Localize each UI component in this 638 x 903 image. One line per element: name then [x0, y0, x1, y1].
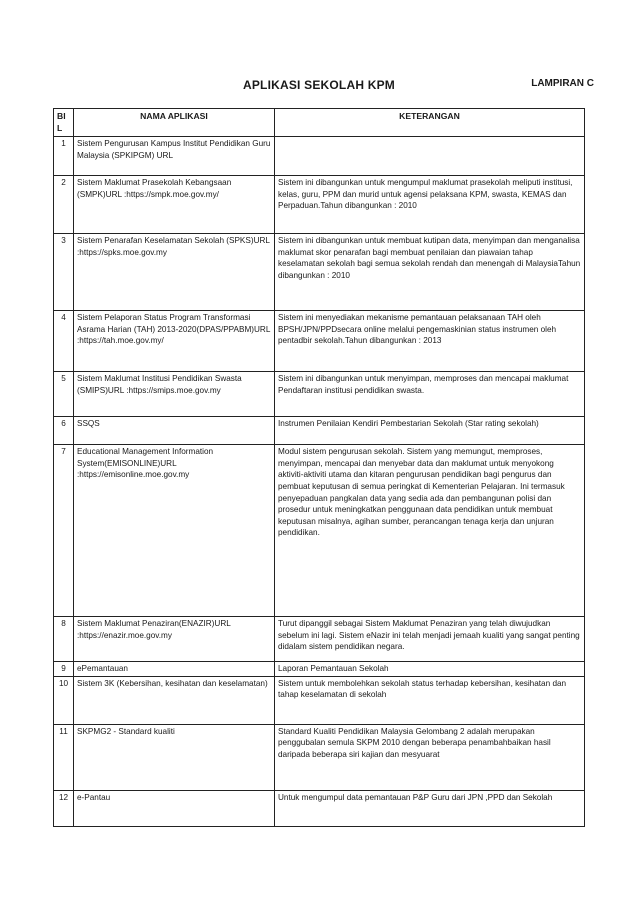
- row-number: 3: [54, 234, 74, 311]
- application-name: SKPMG2 - Standard kualiti: [74, 724, 275, 790]
- application-name: Sistem Maklumat Penaziran(ENAZIR)URL :https://enazir.moe.gov.my: [74, 617, 275, 662]
- row-number: 7: [54, 445, 74, 617]
- table-row: [54, 137, 585, 176]
- table-row: [54, 176, 585, 234]
- application-description: [275, 137, 585, 176]
- application-name: Sistem Maklumat Institusi Pendidikan Swasta (SMIPS)URL :https://smips.moe.gov.my: [74, 372, 275, 417]
- table-row: [54, 234, 585, 311]
- header-bil: BIL: [54, 109, 74, 137]
- table-row: [54, 662, 585, 677]
- header-keterangan: KETERANGAN: [275, 109, 585, 137]
- applications-table: [53, 108, 585, 827]
- table-row: [54, 676, 585, 724]
- table-row: [54, 311, 585, 372]
- row-number: 1: [54, 137, 74, 176]
- row-number: 9: [54, 662, 74, 677]
- application-description: Instrumen Penilaian Kendiri Pembestarian Sekolah (Star rating sekolah): [275, 417, 585, 445]
- application-description: Modul sistem pengurusan sekolah. Sistem yang memungut, memproses, menyimpan, mencapai dan menyebar data dan maklumat untuk menyokong aktiviti-aktiviti utama dan kitaran pengurusan pendidikan bagi pengurus dan pembuat keputusan di semua peringkat di Kementerian Pelajaran. Ini termasuk penyepaduan pangkalan data yang sedia ada dan pembangunan polisi dan prosedur untuk meningkatkan penggunaan data pendidikan untuk membuat keputusan misalnya, agihan sumber, perancangan tenaga kerja dan unjuran pendidikan.: [275, 445, 585, 617]
- table-row: [54, 790, 585, 826]
- application-name: Sistem 3K (Kebersihan, kesihatan dan keselamatan): [74, 676, 275, 724]
- page-title: APLIKASI SEKOLAH KPM: [242, 78, 395, 92]
- application-description: Laporan Pemantauan Sekolah: [275, 662, 585, 677]
- application-description: Turut dipanggil sebagai Sistem Maklumat Penaziran yang telah diwujudkan sebelum ini lagi. Sistem eNazir ini telah menjadi jemaah kualiti yang sangat penting didalam sistem pendidikan negara.: [275, 617, 585, 662]
- application-name: Educational Management Information System(EMISONLINE)URL :https://emisonline.moe.gov.my: [74, 445, 275, 617]
- application-description: Sistem ini menyediakan mekanisme pemantauan pelaksanaan TAH oleh BPSH/JPN/PPDsecara online melalui pengemaskinian status instrumen oleh pentadbir sekolah.Tahun dibangunkan : 2013: [275, 311, 585, 372]
- header-nama-aplikasi: NAMA APLIKASI: [74, 109, 275, 137]
- application-description: Untuk mengumpul data pemantauan P&P Guru dari JPN ,PPD dan Sekolah: [275, 790, 585, 826]
- row-number: 6: [54, 417, 74, 445]
- table-row: [54, 445, 585, 617]
- table-header-row: [54, 109, 585, 137]
- application-description: Sistem ini dibangunkan untuk menyimpan, memproses dan mencapai maklumat Pendaftaran institusi pendidikan swasta.: [275, 372, 585, 417]
- row-number: 2: [54, 176, 74, 234]
- application-name: Sistem Penarafan Keselamatan Sekolah (SPKS)URL :https://spks.moe.gov.my: [74, 234, 275, 311]
- annex-label: LAMPIRAN C: [531, 78, 594, 89]
- row-number: 8: [54, 617, 74, 662]
- application-name: SSQS: [74, 417, 275, 445]
- application-name: Sistem Maklumat Prasekolah Kebangsaan (SMPK)URL :https://smpk.moe.gov.my/: [74, 176, 275, 234]
- application-description: Sistem ini dibangunkan untuk membuat kutipan data, menyimpan dan menganalisa maklumat skor penarafan bagi membuat penilaian dan piawaian tahap keselamatan sekolah bagi semua sekolah rendah dan menengah di MalaysiaTahun dibangunkan : 2010: [275, 234, 585, 311]
- application-description: Standard Kualiti Pendidikan Malaysia Gelombang 2 adalah merupakan penggubalan semula SKPM 2010 dengan beberapa penambahbaikan hasil daripada beberapa siri kajian dan mesyuarat: [275, 724, 585, 790]
- application-name: Sistem Pelaporan Status Program Transformasi Asrama Harian (TAH) 2013-2020(DPAS/PPABM)URL :https://tah.moe.gov.my/: [74, 311, 275, 372]
- row-number: 12: [54, 790, 74, 826]
- application-name: e-Pantau: [74, 790, 275, 826]
- row-number: 5: [54, 372, 74, 417]
- table-row: [54, 372, 585, 417]
- row-number: 10: [54, 676, 74, 724]
- application-name: Sistem Pengurusan Kampus Institut Pendidikan Guru Malaysia (SPKIPGM) URL: [74, 137, 275, 176]
- application-description: Sistem untuk membolehkan sekolah status terhadap kebersihan, kesihatan dan tahap keselamatan di sekolah: [275, 676, 585, 724]
- application-name: ePemantauan: [74, 662, 275, 677]
- table-row: [54, 417, 585, 445]
- table-row: [54, 617, 585, 662]
- row-number: 4: [54, 311, 74, 372]
- table-row: [54, 724, 585, 790]
- application-description: Sistem ini dibangunkan untuk mengumpul maklumat prasekolah meliputi institusi, kelas, guru, PPM dan murid untuk agensi pelaksana KPM, swasta, KEMAS dan Perpaduan.Tahun dibangunkan : 2010: [275, 176, 585, 234]
- row-number: 11: [54, 724, 74, 790]
